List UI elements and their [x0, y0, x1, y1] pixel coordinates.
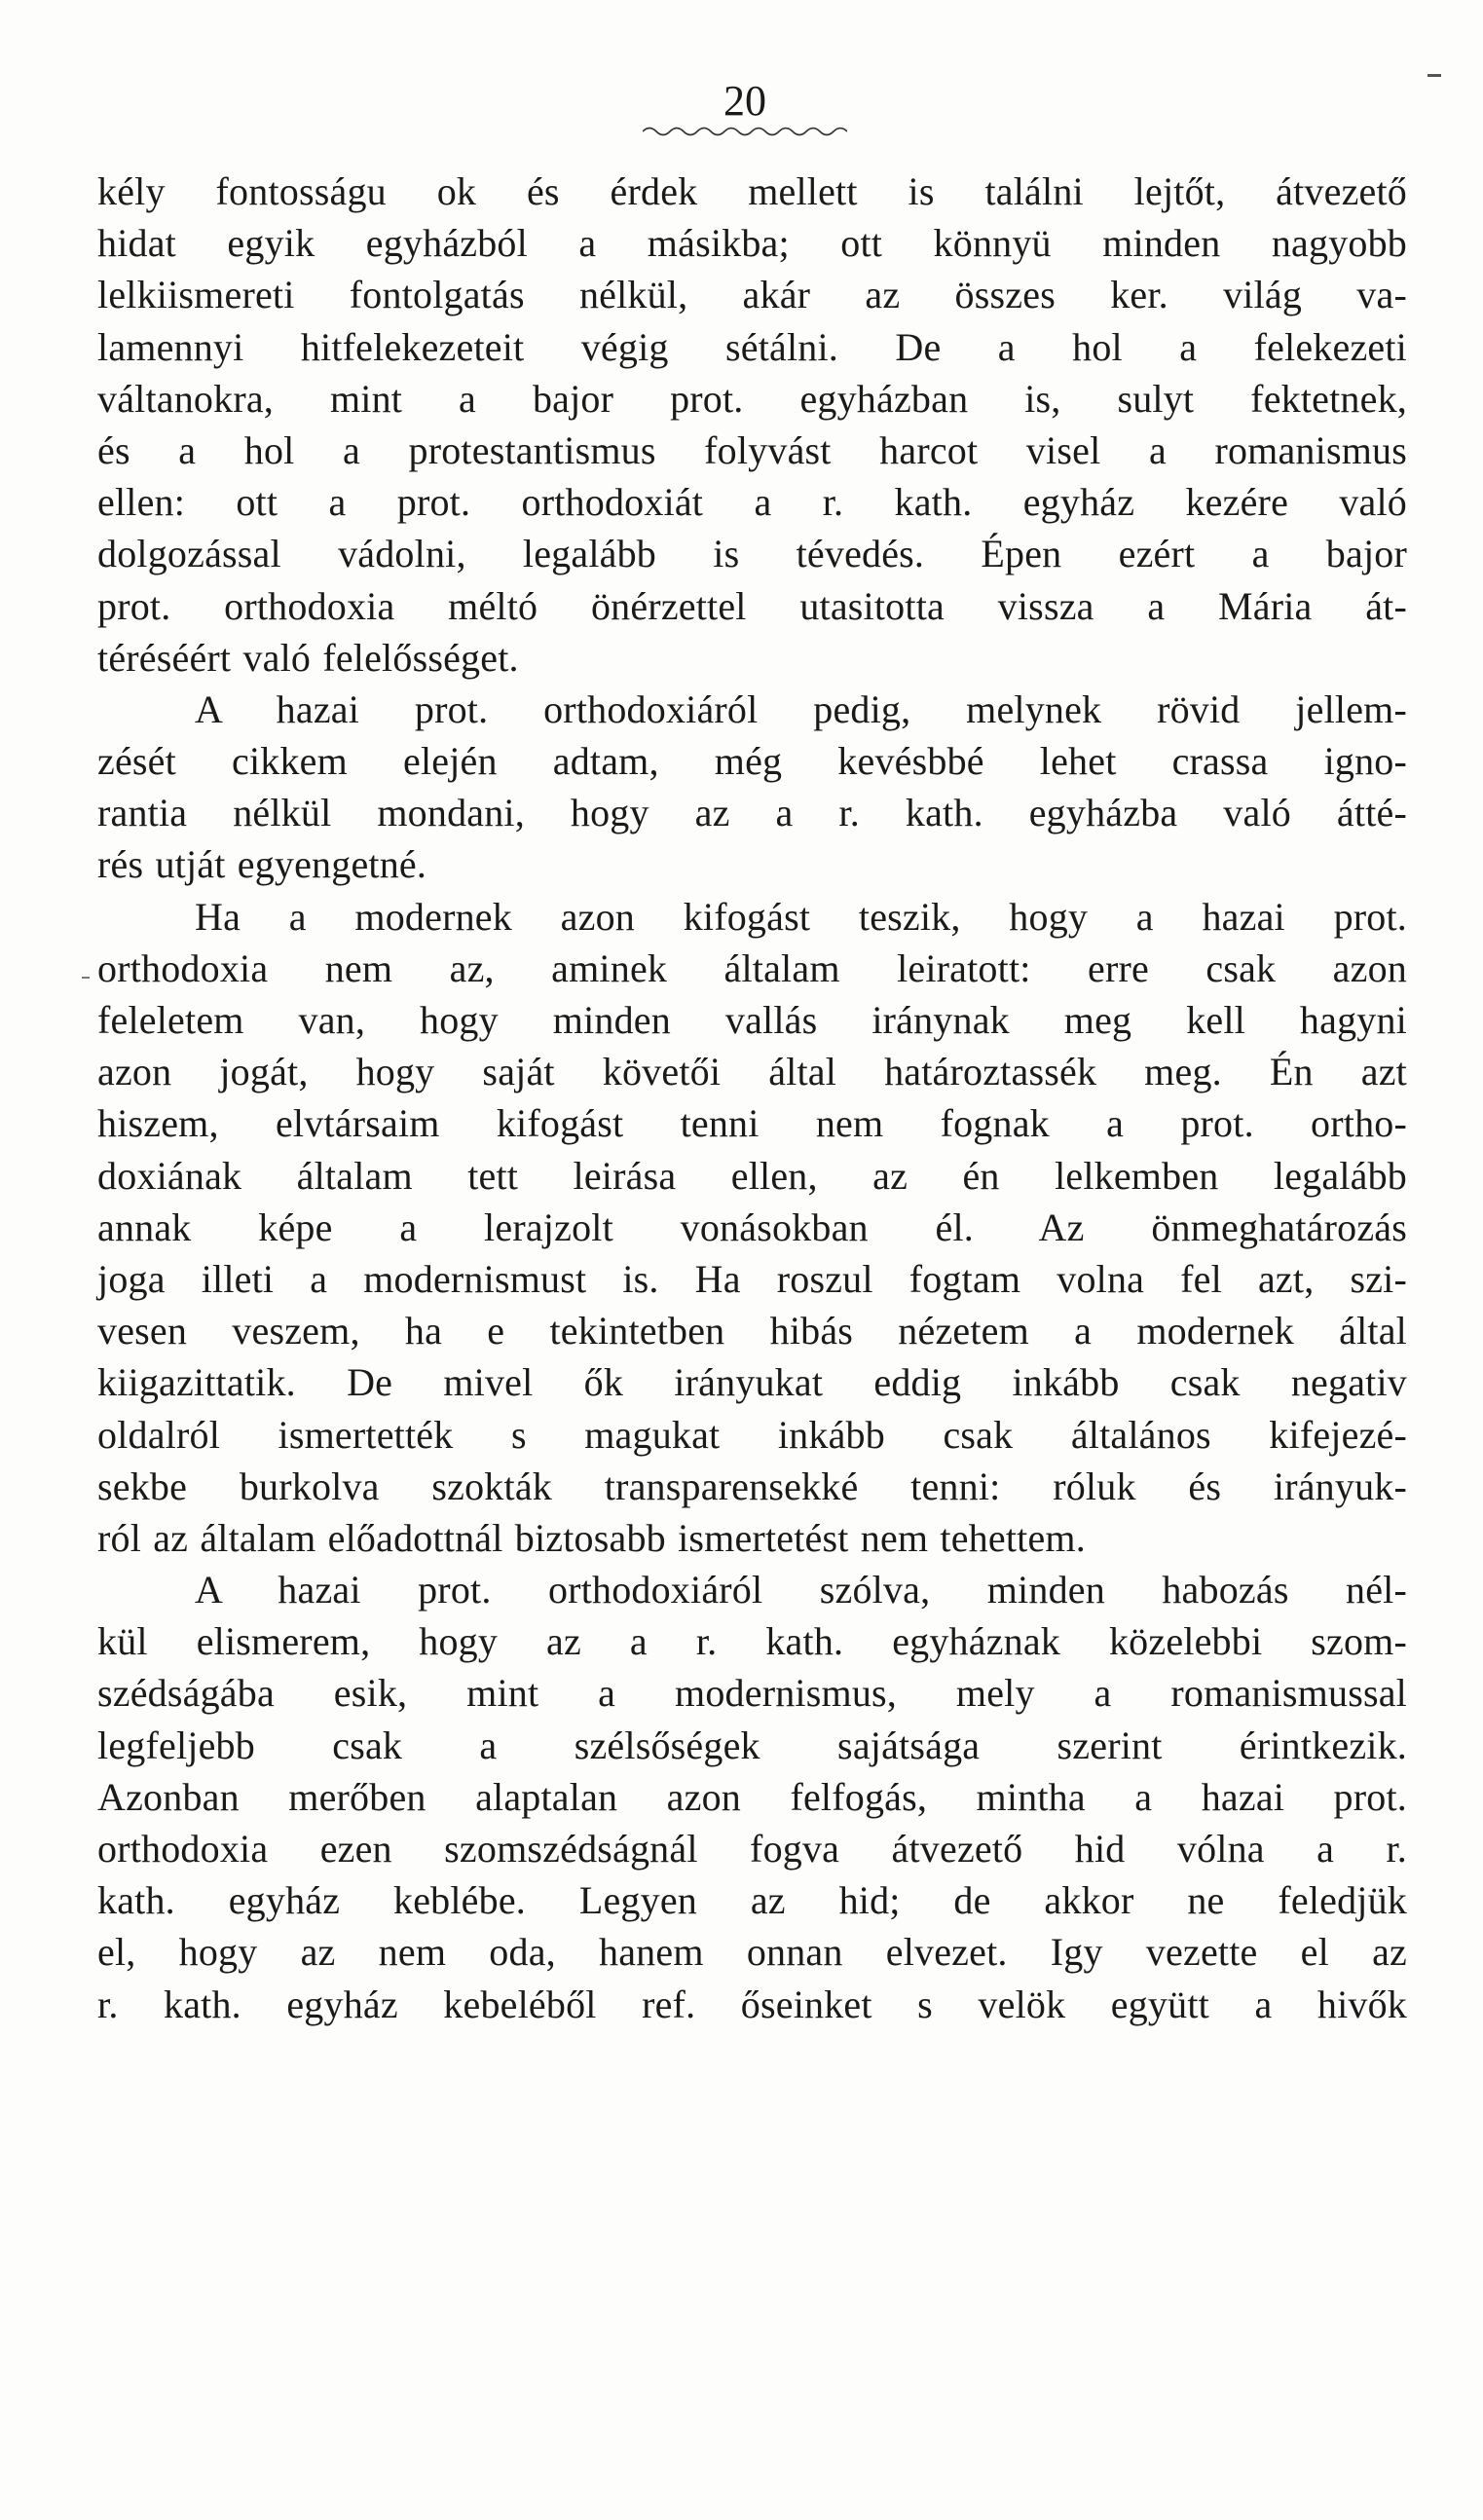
text-line: váltanokra, mint a bajor prot. egyházban is, sulyt fektetnek, — [97, 376, 1407, 421]
text-line: lamennyi hitfelekezeteit végig sétálni. De a hol a felekezeti — [97, 324, 1407, 369]
body-text — [97, 166, 1407, 2030]
paragraph-2 — [97, 684, 1407, 891]
text-line: prot. orthodoxia méltó önérzettel utasitotta vissza a Mária át- — [97, 583, 1407, 628]
text-line: ellen: ott a prot. orthodoxiát a r. kath. egyház kezére való — [97, 480, 1407, 525]
paragraph-3 — [97, 891, 1407, 1564]
paragraph-4 — [97, 1564, 1407, 2030]
text-line: lelkiismereti fontolgatás nélkül, akár az összes ker. világ va- — [97, 273, 1407, 317]
text-line: r. kath. egyház kebeléből ref. őseinket s velök együtt a hivők — [97, 1982, 1407, 2026]
page-number: 20 — [723, 77, 766, 125]
text-line: el, hogy az nem oda, hanem onnan elvezet. Igy vezette el az — [97, 1930, 1407, 1975]
text-line: kül elismerem, hogy az a r. kath. egyháznak közelebbi szom- — [97, 1619, 1407, 1664]
text-line: hidat egyik egyházból a másikba; ott könnyü minden nagyobb — [97, 221, 1407, 266]
margin-mark — [1427, 74, 1441, 77]
text-line: Azonban merőben alaptalan azon felfogás, mintha a hazai prot. — [97, 1774, 1407, 1819]
text-line: A hazai prot. orthodoxiáról pedig, melynek rövid jellem- — [195, 686, 1407, 731]
text-line: rantia nélkül mondani, hogy az a r. kath. egyházba való átté- — [97, 791, 1407, 835]
text-line: oldalról ismertették s magukat inkább csak általános kifejezé- — [97, 1412, 1407, 1457]
text-line: kiigazittatik. De mivel ők irányukat eddig inkább csak negativ — [97, 1360, 1407, 1405]
text-line: doxiának általam tett leirása ellen, az én lelkemben legalább — [97, 1153, 1407, 1198]
text-line: rés utját egyengetné. — [97, 842, 427, 887]
text-line: és a hol a protestantismus folyvást harcot visel a romanismus — [97, 427, 1407, 472]
text-line: sekbe burkolva szokták transparensekké tenni: róluk és irányuk- — [97, 1464, 1407, 1508]
text-line: orthodoxia nem az, aminek általam leiratott: erre csak azon — [97, 945, 1407, 990]
text-line: azon jogát, hogy saját követői által határoztassék meg. Én azt — [97, 1050, 1407, 1094]
text-line: szédságába esik, mint a modernismus, mely a romanismussal — [97, 1671, 1407, 1716]
text-line: zését cikkem elején adtam, még kevésbbé lehet crassa igno- — [97, 739, 1407, 784]
text-line: vesen veszem, ha e tekintetben hibás nézetem a modernek által — [97, 1309, 1407, 1353]
wavy-ornament-icon — [643, 123, 847, 136]
text-line: Ha a modernek azon kifogást teszik, hogy a hazai prot. — [195, 894, 1407, 939]
text-line: orthodoxia ezen szomszédságnál fogva átvezető hid vólna a r. — [97, 1827, 1407, 1871]
stray-ink-mark — [82, 977, 90, 979]
text-line: A hazai prot. orthodoxiáról szólva, minden habozás nél- — [195, 1568, 1407, 1612]
paragraph-1 — [97, 166, 1407, 684]
text-line: kély fontosságu ok és érdek mellett is találni lejtőt, átvezető — [97, 169, 1407, 213]
text-line: ról az általam előadottnál biztosabb ismertetést nem tehettem. — [97, 1515, 1086, 1560]
text-line: joga illeti a modernismust is. Ha roszul fogtam volna fel azt, szi- — [97, 1256, 1407, 1301]
text-line: kath. egyház keblébe. Legyen az hid; de akkor ne feledjük — [97, 1878, 1407, 1923]
text-line: feleletem van, hogy minden vallás iránynak meg kell hagyni — [97, 998, 1407, 1042]
text-line: téréséért való felelősséget. — [97, 635, 519, 680]
text-line: annak képe a lerajzolt vonásokban él. Az önmeghatározás — [97, 1204, 1407, 1249]
text-line: legfeljebb csak a szélsőségek sajátsága szerint érintkezik. — [97, 1723, 1407, 1767]
text-line: hiszem, elvtársaim kifogást tenni nem fognak a prot. ortho- — [97, 1101, 1407, 1146]
text-line: dolgozással vádolni, legalább is tévedés. Épen ezért a bajor — [97, 532, 1407, 576]
